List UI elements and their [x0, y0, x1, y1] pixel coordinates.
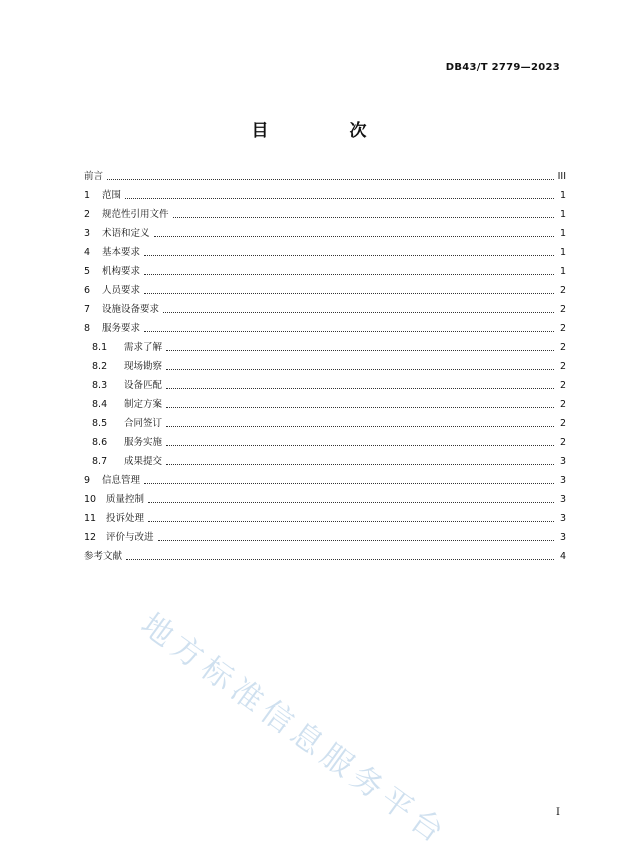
toc-entry-number: 8.1: [92, 342, 108, 353]
toc-entry[interactable]: [84, 452, 566, 471]
toc-entry-number: 8.3: [92, 380, 108, 391]
toc-entry-page: 4: [559, 551, 566, 562]
toc-entry-number: 6: [84, 285, 91, 296]
toc-entry[interactable]: [84, 186, 566, 205]
toc-entry-page: 2: [559, 323, 566, 334]
toc-dot-leader: [173, 216, 554, 218]
toc-entry[interactable]: [84, 243, 566, 262]
toc-entry-number: 7: [84, 304, 91, 315]
toc-entry-number: 8.4: [92, 399, 108, 410]
toc-entry-title: 规范性引用文件: [102, 209, 169, 220]
toc-entry-title: 设备匹配: [124, 380, 163, 391]
toc-entry-number: 4: [84, 247, 91, 258]
toc-dot-leader: [144, 273, 554, 275]
toc-entry-number: 8.6: [92, 437, 108, 448]
toc-entry[interactable]: [84, 471, 566, 490]
toc-entry-title: 需求了解: [124, 342, 163, 353]
toc-entry[interactable]: [84, 167, 566, 186]
toc-entry[interactable]: [84, 205, 566, 224]
toc-entry-title: 合同签订: [124, 418, 163, 429]
toc-entry-page: 2: [559, 361, 566, 372]
toc-entry-page: 3: [559, 494, 566, 505]
toc-entry-number: 12: [84, 532, 97, 543]
toc-entry-title: 设施设备要求: [102, 304, 160, 315]
toc-entry-page: 2: [559, 304, 566, 315]
toc-entry-title: 投诉处理: [106, 513, 145, 524]
toc-dot-leader: [166, 406, 554, 408]
toc-entry-page: 1: [559, 190, 566, 201]
toc-entry[interactable]: [84, 224, 566, 243]
toc-entry[interactable]: [84, 528, 566, 547]
toc-entry-title: 服务实施: [124, 437, 163, 448]
toc-entry-page: 1: [559, 247, 566, 258]
toc-entry-number: 5: [84, 266, 91, 277]
toc-entry[interactable]: [84, 395, 566, 414]
toc-entry-title: 前言: [84, 171, 104, 182]
toc-entry-title: 参考文献: [84, 551, 123, 562]
table-of-contents: [84, 167, 566, 566]
toc-entry-number: 1: [84, 190, 91, 201]
toc-entry-page: 1: [559, 266, 566, 277]
watermark: 地方标准信息服务平台: [134, 606, 455, 854]
toc-entry[interactable]: [84, 376, 566, 395]
toc-entry-page: 1: [559, 209, 566, 220]
toc-entry[interactable]: [84, 357, 566, 376]
toc-entry-page: 2: [559, 418, 566, 429]
toc-entry-number: 2: [84, 209, 91, 220]
toc-dot-leader: [107, 178, 554, 180]
toc-dot-leader: [166, 425, 554, 427]
toc-entry[interactable]: [84, 509, 566, 528]
toc-entry[interactable]: [84, 262, 566, 281]
toc-entry-title: 人员要求: [102, 285, 141, 296]
standard-code: DB43/T 2779—2023: [445, 62, 560, 73]
toc-entry[interactable]: [84, 414, 566, 433]
toc-entry-title: 术语和定义: [102, 228, 150, 239]
toc-entry-page: 2: [559, 399, 566, 410]
toc-entry-number: 8: [84, 323, 91, 334]
toc-entry-title: 制定方案: [124, 399, 163, 410]
toc-entry[interactable]: [84, 547, 566, 566]
toc-entry-page: 3: [559, 456, 566, 467]
toc-dot-leader: [166, 463, 554, 465]
toc-entry-title: 基本要求: [102, 247, 141, 258]
toc-entry-number: 3: [84, 228, 91, 239]
toc-dot-leader: [126, 558, 554, 560]
toc-entry-page: 2: [559, 437, 566, 448]
toc-entry-number: 8.7: [92, 456, 108, 467]
toc-dot-leader: [144, 482, 554, 484]
toc-dot-leader: [166, 349, 554, 351]
toc-entry[interactable]: [84, 300, 566, 319]
toc-entry-title: 机构要求: [102, 266, 141, 277]
toc-entry-title: 信息管理: [102, 475, 141, 486]
toc-dot-leader: [166, 368, 554, 370]
toc-entry-page: 3: [559, 475, 566, 486]
toc-entry-title: 服务要求: [102, 323, 141, 334]
toc-entry[interactable]: [84, 338, 566, 357]
toc-entry[interactable]: [84, 281, 566, 300]
toc-entry-page: 2: [559, 342, 566, 353]
toc-entry-title: 范围: [102, 190, 122, 201]
toc-dot-leader: [144, 254, 554, 256]
toc-entry-number: 8.5: [92, 418, 108, 429]
toc-entry-title: 评价与改进: [106, 532, 154, 543]
toc-dot-leader: [144, 330, 554, 332]
toc-dot-leader: [148, 501, 554, 503]
toc-dot-leader: [158, 539, 554, 541]
toc-entry-page: III: [557, 171, 566, 182]
toc-entry-title: 成果提交: [124, 456, 163, 467]
toc-dot-leader: [166, 387, 554, 389]
toc-entry-page: 3: [559, 532, 566, 543]
toc-entry-page: 2: [559, 285, 566, 296]
toc-entry-page: 1: [559, 228, 566, 239]
toc-entry-title: 质量控制: [106, 494, 145, 505]
page-number: I: [556, 807, 560, 818]
toc-entry-page: 2: [559, 380, 566, 391]
toc-dot-leader: [166, 444, 554, 446]
page-title: 目 次: [251, 121, 399, 141]
toc-dot-leader: [144, 292, 554, 294]
toc-dot-leader: [125, 197, 554, 199]
toc-entry[interactable]: [84, 490, 566, 509]
toc-dot-leader: [154, 235, 554, 237]
toc-entry-number: 11: [84, 513, 97, 524]
toc-entry-number: 8.2: [92, 361, 108, 372]
toc-entry-number: 9: [84, 475, 91, 486]
toc-entry-page: 3: [559, 513, 566, 524]
toc-entry[interactable]: [84, 433, 566, 452]
toc-dot-leader: [148, 520, 554, 522]
toc-entry-number: 10: [84, 494, 97, 505]
toc-entry-title: 现场勘察: [124, 361, 163, 372]
toc-dot-leader: [163, 311, 554, 313]
toc-entry[interactable]: [84, 319, 566, 338]
